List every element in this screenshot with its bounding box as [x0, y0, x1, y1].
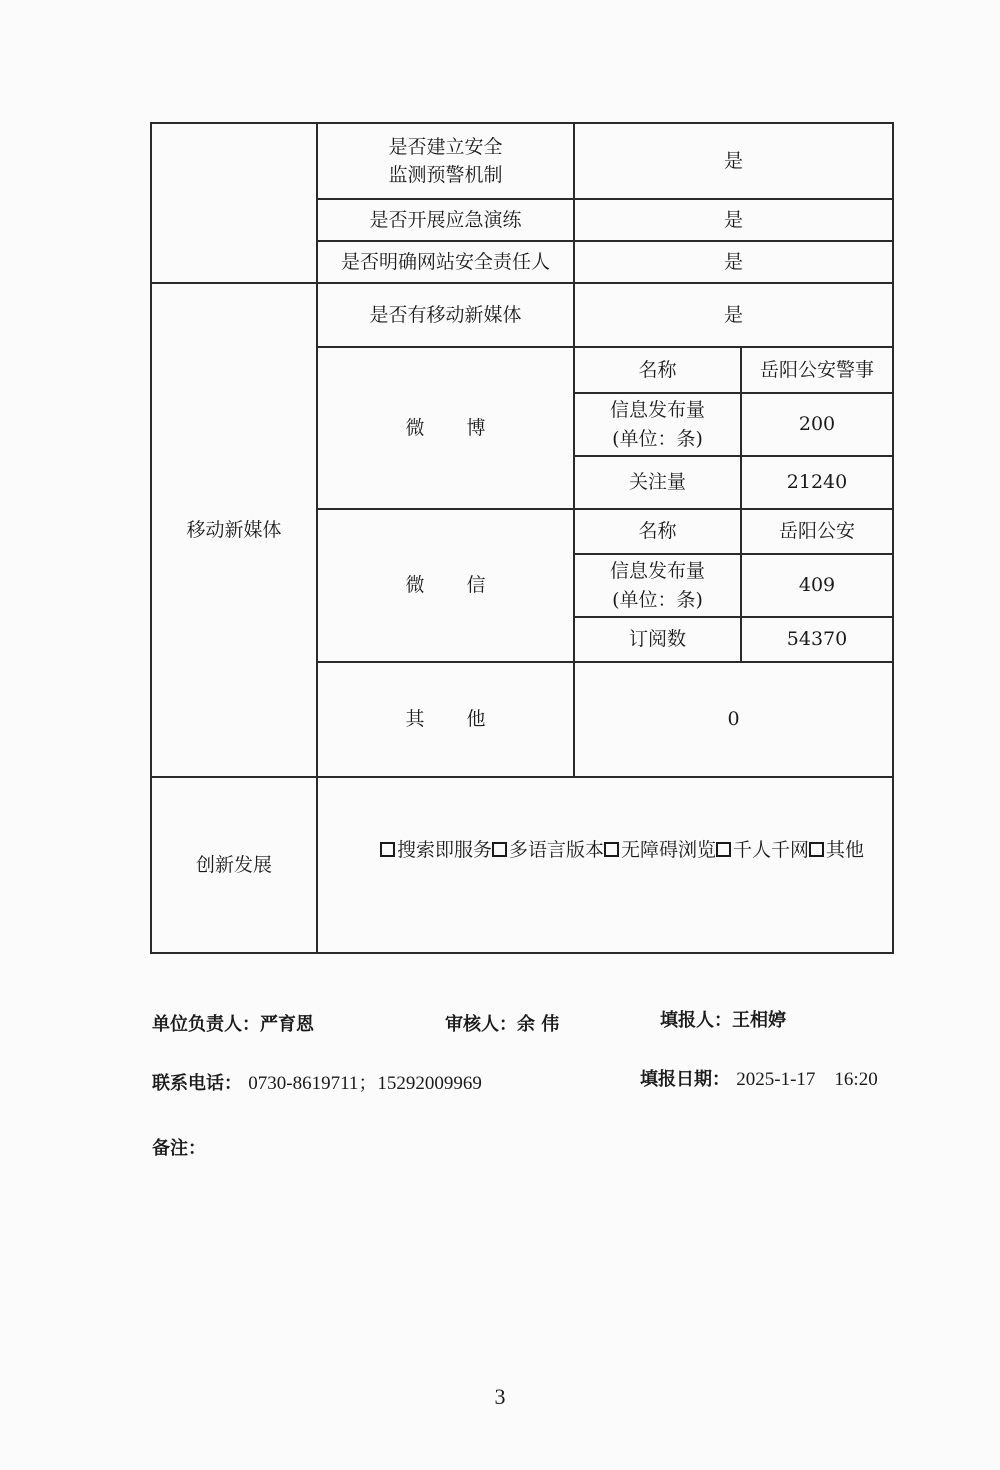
weibo-label: 微 博: [317, 347, 574, 509]
filler-value: 王相婷: [732, 1010, 786, 1031]
reviewer-value: 余 伟: [517, 1014, 560, 1035]
website-report-table: [150, 122, 894, 954]
mobile-media-section-label: 移动新媒体: [151, 283, 317, 777]
option-personalized: 千人千网: [716, 839, 809, 861]
weibo-followers-value: 21240: [741, 456, 893, 509]
wechat-posts-label: 信息发布量 (单位：条): [574, 554, 741, 617]
security-monitor-value: 是: [574, 123, 893, 199]
unit-head-value: 严育恩: [260, 1014, 314, 1035]
wechat-subs-label: 订阅数: [574, 617, 741, 662]
date-value: 2025-1-17 16:20: [736, 1069, 878, 1090]
checkbox-icon: [716, 842, 731, 857]
blank-section-cell: [151, 123, 317, 283]
innovation-label: 创新发展: [151, 777, 317, 953]
emergency-drill-label: 是否开展应急演练: [317, 199, 574, 241]
security-person-label: 是否明确网站安全责任人: [317, 241, 574, 283]
checkbox-icon: [604, 842, 619, 857]
weibo-name-label: 名称: [574, 347, 741, 393]
checkbox-icon: [492, 842, 507, 857]
weibo-followers-label: 关注量: [574, 456, 741, 509]
filler-line: 填报人：王相婷: [660, 1010, 786, 1031]
has-mobile-value: 是: [574, 283, 893, 347]
reviewer-line: 审核人：余 伟: [445, 1014, 560, 1035]
date-line: 填报日期： 2025-1-17 16:20: [640, 1069, 878, 1090]
note-label: 备注：: [152, 1138, 206, 1159]
other-media-label: 其 他: [317, 662, 574, 777]
option-multilingual: 多语言版本: [492, 839, 604, 861]
option-other: 其他: [809, 839, 864, 861]
security-person-value: 是: [574, 241, 893, 283]
weibo-posts-label: 信息发布量 (单位：条): [574, 393, 741, 456]
option-accessibility: 无障碍浏览: [604, 839, 716, 861]
wechat-subs-value: 54370: [741, 617, 893, 662]
emergency-drill-value: 是: [574, 199, 893, 241]
unit-head-line: 单位负责人：严育恩: [152, 1014, 314, 1035]
wechat-name-label: 名称: [574, 509, 741, 554]
other-media-value: 0: [574, 662, 893, 777]
page-number: 3: [494, 1384, 506, 1409]
phone-value: 0730-8619711；15292009969: [248, 1073, 482, 1094]
option-search-service: 搜索即服务: [380, 839, 492, 861]
weibo-name-value: 岳阳公安警事: [741, 347, 893, 393]
has-mobile-label: 是否有移动新媒体: [317, 283, 574, 347]
innovation-options: [317, 777, 893, 953]
wechat-posts-value: 409: [741, 554, 893, 617]
wechat-name-value: 岳阳公安: [741, 509, 893, 554]
phone-line: 联系电话： 0730-8619711；15292009969: [152, 1073, 482, 1094]
checkbox-icon: [809, 842, 824, 857]
security-monitor-label: 是否建立安全 监测预警机制: [317, 123, 574, 199]
wechat-label: 微 信: [317, 509, 574, 662]
checkbox-icon: [380, 842, 395, 857]
weibo-posts-value: 200: [741, 393, 893, 456]
